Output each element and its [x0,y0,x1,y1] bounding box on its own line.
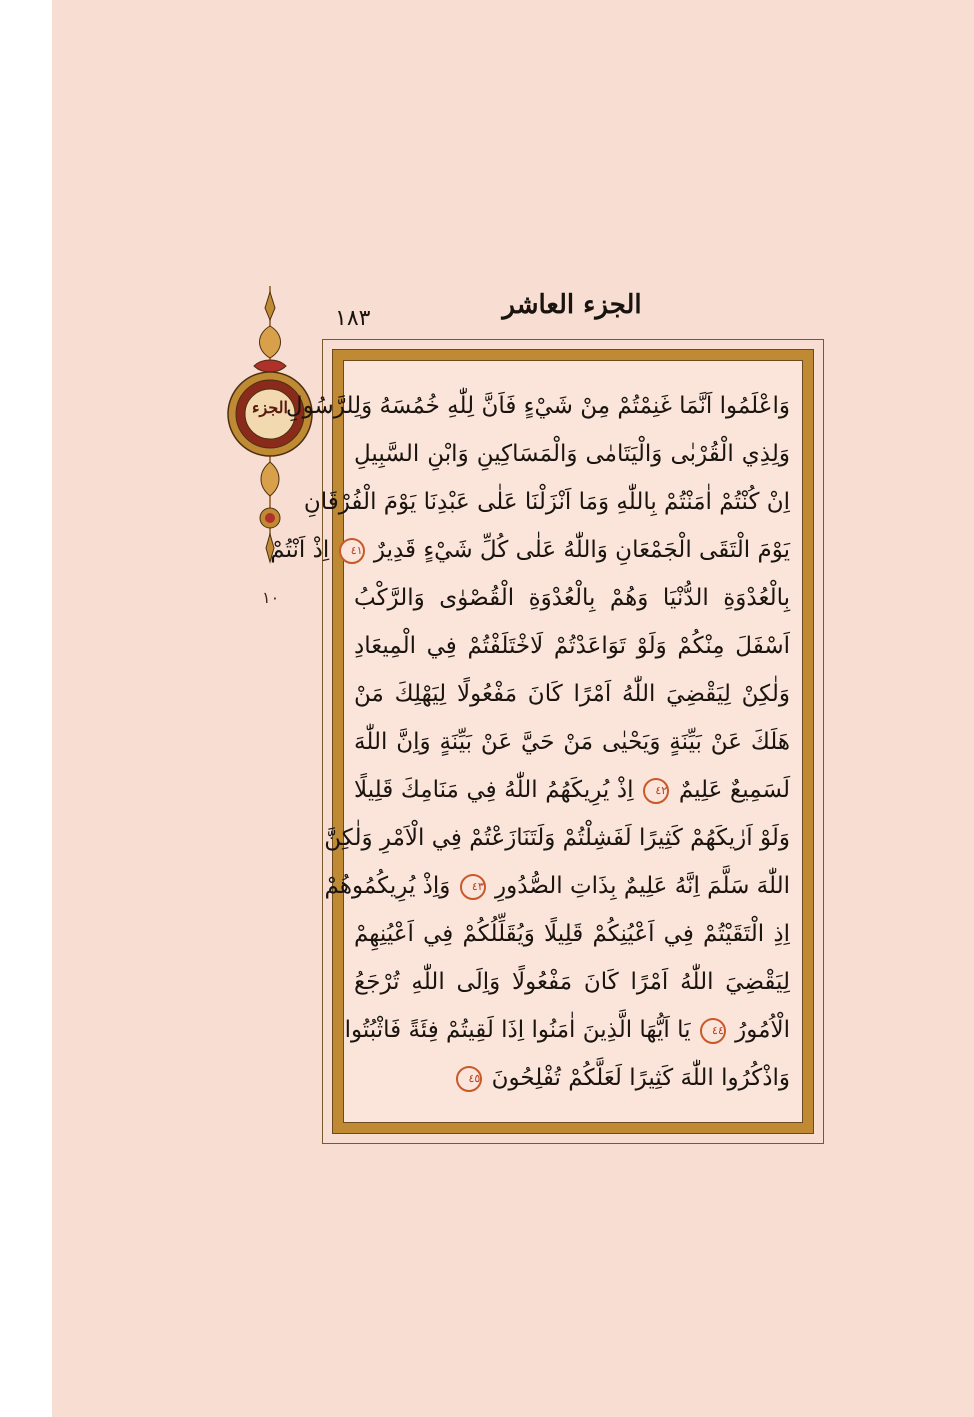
ayah-marker: ٤٤ [700,1018,726,1044]
text-line: وَلِذِي الْقُرْبٰى وَالْيَتَامٰى وَالْمَسَاكِينِ وَابْنِ السَّبِيلِ [354,441,790,467]
text-line: هَلَكَ عَنْ بَيِّنَةٍ وَيَحْيٰى مَنْ حَيَّ عَنْ بَيِّنَةٍ وَاِنَّ اللّٰهَ [354,729,790,755]
ayah-marker: ٤٥ [456,1066,482,1092]
text-line: وَلَوْ اَرٰيكَهُمْ كَثِيرًا لَفَشِلْتُمْ وَلَتَنَازَعْتُمْ فِي الْاَمْرِ وَلٰكِنَّ [324,825,790,851]
juz-title: الجزء العاشر [502,290,642,320]
ayah-marker: ٤٢ [643,778,669,804]
text-line: اللّٰهَ سَلَّمَ اِنَّهُ عَلِيمٌ بِذَاتِ الصُّدُورِ ٤٣ وَاِذْ يُرِيكُمُوهُمْ [324,873,790,899]
text-line: اِنْ كُنْتُمْ اٰمَنْتُمْ بِاللّٰهِ وَمَا اَنْزَلْنَا عَلٰى عَبْدِنَا يَوْمَ الْفُرْقَانِ [303,489,790,515]
text-line: اَسْفَلَ مِنْكُمْ وَلَوْ تَوَاعَدْتُمْ لَاخْتَلَفْتُمْ فِي الْمِيعَادِ [354,633,790,659]
text-line: وَاعْلَمُوا اَنَّمَا غَنِمْتُمْ مِنْ شَيْءٍ فَاَنَّ لِلّٰهِ خُمُسَهُ وَلِلرَّسُولِ [285,393,790,419]
text-line: اِذِ الْتَقَيْتُمْ فِي اَعْيُنِكُمْ قَلِيلًا وَيُقَلِّلُكُمْ فِي اَعْيُنِهِمْ [354,921,790,947]
juz-medallion-label: الجزء [252,398,288,417]
ayah-marker: ٤٣ [460,874,486,900]
margin-line-marker: ١٠ [262,588,280,607]
ayah-marker: ٤١ [339,538,365,564]
text-line: يَوْمَ الْتَقَى الْجَمْعَانِ وَاللّٰهُ عَلٰى كُلِّ شَيْءٍ قَدِيرٌ ٤١ اِذْ اَنْتُمْ [270,537,790,563]
text-line: الْاُمُورُ ٤٤ يَا اَيُّهَا الَّذِينَ اٰمَنُوا اِذَا لَقِيتُمْ فِئَةً فَاثْبُتُوا [344,1017,790,1043]
text-line: لَسَمِيعٌ عَلِيمٌ ٤٢ اِذْ يُرِيكَهُمُ اللّٰهُ فِي مَنَامِكَ قَلِيلًا [354,777,791,803]
page-number: ١٨٣ [335,306,371,331]
text-line: لِيَقْضِيَ اللّٰهُ اَمْرًا كَانَ مَفْعُولًا وَاِلَى اللّٰهِ تُرْجَعُ [354,969,790,995]
text-line: وَاذْكُرُوا اللّٰهَ كَثِيرًا لَعَلَّكُمْ تُفْلِحُونَ ٤٥ [354,1054,790,1102]
text-line: وَلٰكِنْ لِيَقْضِيَ اللّٰهُ اَمْرًا كَانَ مَفْعُولًا لِيَهْلِكَ مَنْ [354,681,790,707]
text-line: بِالْعُدْوَةِ الدُّنْيَا وَهُمْ بِالْعُدْوَةِ الْقُصْوٰى وَالرَّكْبُ [354,585,790,611]
